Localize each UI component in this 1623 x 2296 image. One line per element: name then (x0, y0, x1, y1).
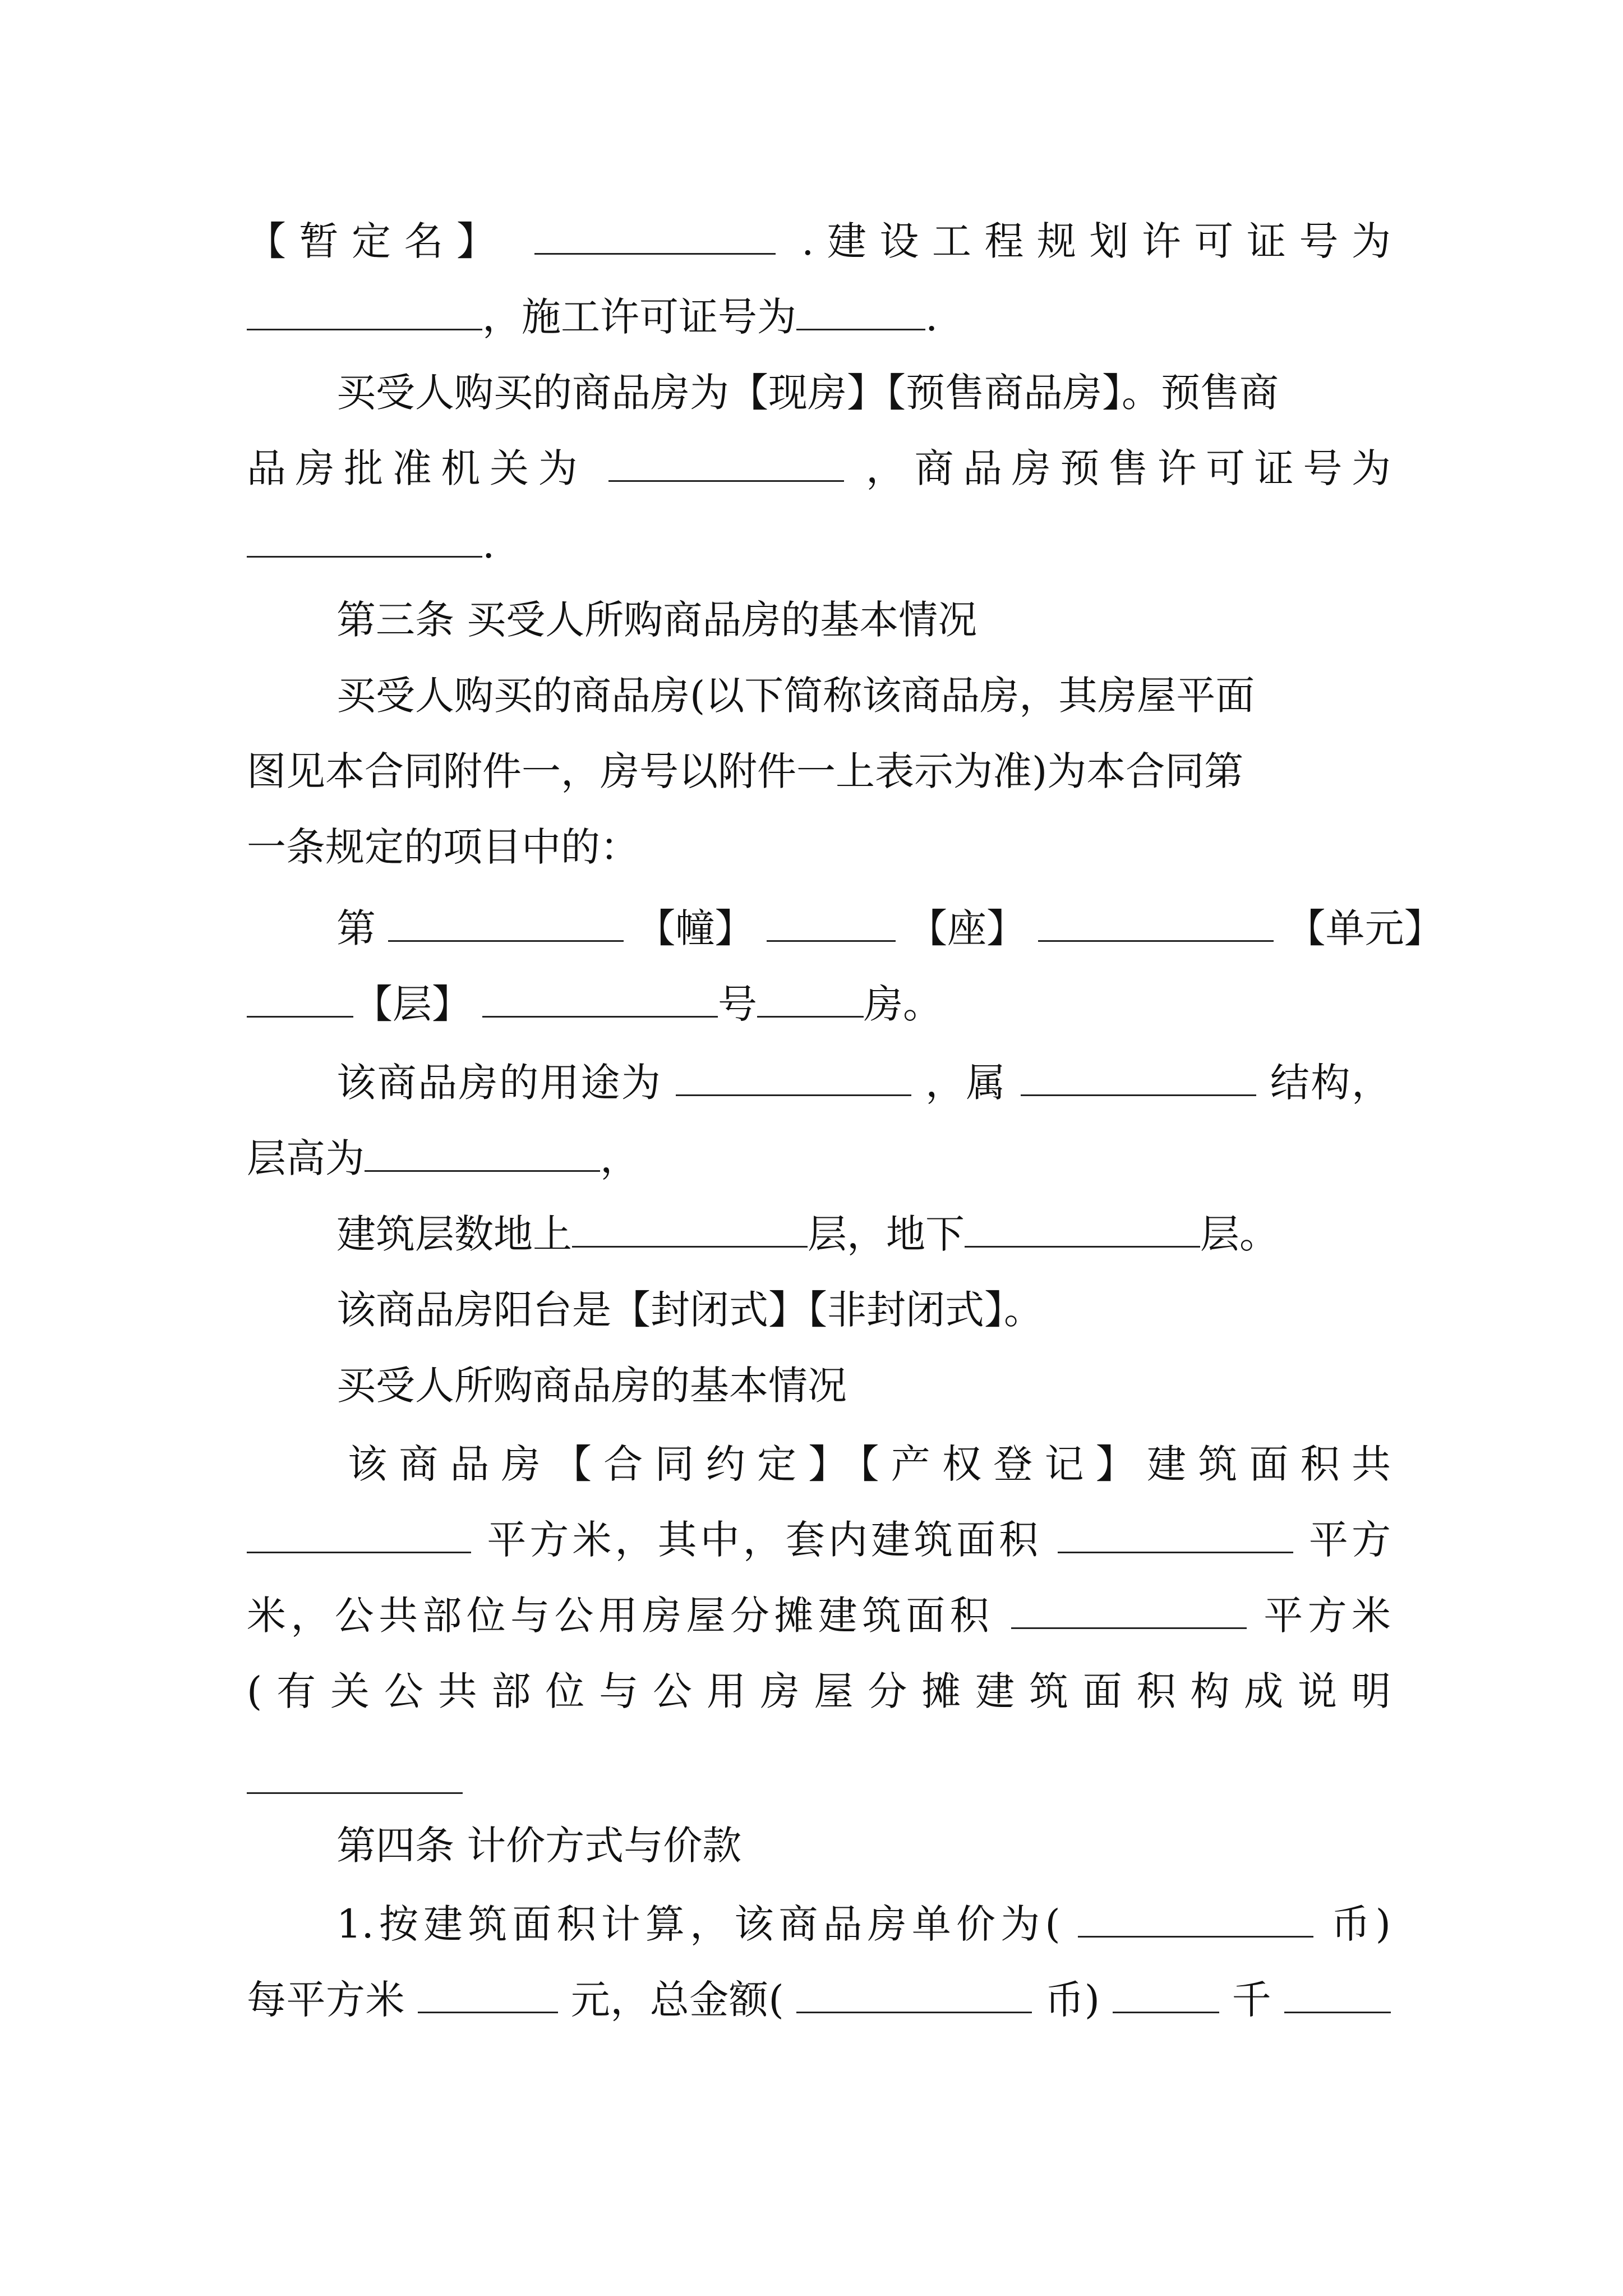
balcony-text: 该商品房阳台是【封闭式】【非封闭式】。 (336, 1287, 1043, 1333)
block-label: 【座】 (908, 905, 1026, 951)
text-line-20 (247, 1660, 1391, 1722)
text-line-5 (247, 513, 1391, 575)
storey-height-blank[interactable] (365, 1138, 600, 1172)
currency-blank[interactable] (1078, 1903, 1313, 1938)
section-heading-4 (336, 1815, 1391, 1876)
usage-label: 该商品房的用途为 (336, 1060, 662, 1106)
text-line-17 (348, 1433, 1391, 1495)
total-area-blank[interactable] (247, 1519, 471, 1553)
unit-price-label: 1.按建筑面积计算，该商品房单价为( (336, 1901, 1061, 1947)
tentative-name-blank[interactable] (534, 220, 776, 255)
text-line-3 (336, 362, 1391, 424)
shared-area-blank[interactable] (1011, 1595, 1247, 1629)
total-amount-label: 元，总金额( (570, 1977, 784, 2023)
planning-permit-label: .建设工程规划许可证号为 (801, 218, 1391, 264)
text-line-7 (336, 665, 1391, 726)
comma: ， (600, 1135, 639, 1181)
block-number-blank[interactable] (767, 908, 896, 942)
presale-permit-label: ，商品房预售许可证号为 (865, 445, 1391, 491)
interior-area-label: 平方米，其中，套内建筑面积 (487, 1517, 1042, 1563)
interior-area-blank[interactable] (1058, 1519, 1293, 1553)
unit-label: 【单元】 (1286, 905, 1444, 951)
section-heading-3 (336, 589, 1391, 651)
unit-number-blank[interactable] (1038, 908, 1274, 942)
text-line-12 (336, 1052, 1391, 1114)
text-line-15 (336, 1279, 1391, 1341)
floors-below-label: 层，地下 (808, 1211, 965, 1257)
paragraph-text: 买受人购买的商品房(以下简称该商品房，其房屋平面 (336, 673, 1255, 719)
floors-above-blank[interactable] (572, 1213, 808, 1248)
number-label: 号 (718, 981, 757, 1027)
amount-blank-1[interactable] (1113, 1979, 1219, 2013)
text-line-1 (247, 210, 1391, 272)
sqm-label: 平方 (1308, 1517, 1391, 1563)
paragraph-text: 买受人所购商品房的基本情况 (336, 1363, 847, 1409)
floors-suffix: 层。 (1200, 1211, 1279, 1257)
paragraph-text: 图见本合同附件一，房号以附件一上表示为准)为本合同第 (247, 748, 1244, 794)
building-label: 【幢】 (636, 905, 754, 951)
unit-price-blank[interactable] (418, 1979, 558, 2013)
shared-area-label: 米，公共部位与公用房屋分摊建筑面积 (247, 1593, 994, 1639)
text-line-8 (247, 740, 1391, 802)
construction-permit-label: ，施工许可证号为 (482, 294, 796, 340)
presale-authority-label: 品房批准机关为 (247, 445, 587, 491)
room-number-blank[interactable] (482, 983, 718, 1018)
room-blank[interactable] (757, 983, 864, 1018)
building-number-blank[interactable] (388, 908, 624, 942)
text-line-14 (336, 1203, 1391, 1265)
text-line-4 (247, 438, 1391, 499)
blank-line[interactable] (247, 1792, 463, 1794)
structure-prefix: ，属 (925, 1060, 1007, 1106)
floor-number-blank[interactable] (247, 983, 353, 1018)
storey-height-label: 层高为 (247, 1135, 365, 1181)
text-line-18 (247, 1509, 1391, 1571)
per-sqm-label: 每平方米 (247, 1977, 405, 2023)
text-line-10 (336, 898, 1444, 959)
presale-permit-blank[interactable] (247, 523, 482, 558)
text-line-23 (247, 1969, 1391, 2031)
currency-label: 币) (1045, 1977, 1100, 2023)
article-4-title: 第四条 计价方式与价款 (336, 1823, 742, 1869)
house-type-text: 买受人购买的商品房为【现房】【预售商品房】。预售商 (336, 370, 1279, 416)
shared-area-note: (有关公共部位与公用房屋分摊建筑面积构成说明 (247, 1668, 1391, 1714)
presale-authority-blank[interactable] (608, 448, 844, 482)
structure-label: 结构， (1270, 1060, 1391, 1106)
building-prefix: 第 (336, 905, 376, 951)
area-text: 该商品房【合同约定】【产权登记】建筑面积共 (348, 1441, 1391, 1487)
total-currency-blank[interactable] (796, 1979, 1032, 2013)
period: . (925, 294, 938, 340)
text-line-2 (247, 286, 1391, 348)
floors-above-label: 建筑层数地上 (336, 1211, 572, 1257)
period: . (482, 521, 495, 567)
paragraph-text: 一条规定的项目中的： (247, 824, 639, 870)
text-line-9 (247, 816, 1391, 878)
tentative-name-label: 【暂定名】 (247, 218, 509, 264)
text-line-11 (247, 973, 1391, 1035)
text-line-22 (336, 1893, 1391, 1955)
text-line-13 (247, 1128, 1391, 1189)
structure-blank[interactable] (1021, 1062, 1256, 1096)
thousand-label: 千 (1232, 1977, 1272, 2023)
article-3-title: 第三条 买受人所购商品房的基本情况 (336, 597, 978, 643)
floors-below-blank[interactable] (965, 1213, 1200, 1248)
planning-permit-blank[interactable] (247, 296, 482, 330)
floor-label: 【层】 (353, 981, 471, 1027)
text-line-19 (247, 1585, 1391, 1646)
currency-label: 币) (1331, 1901, 1391, 1947)
sqm-label: 平方米 (1264, 1593, 1391, 1639)
room-label: 房。 (864, 981, 942, 1027)
amount-blank-2[interactable] (1284, 1979, 1391, 2013)
text-line-16 (336, 1355, 1391, 1416)
usage-blank[interactable] (676, 1062, 911, 1096)
construction-permit-blank[interactable] (796, 296, 925, 330)
